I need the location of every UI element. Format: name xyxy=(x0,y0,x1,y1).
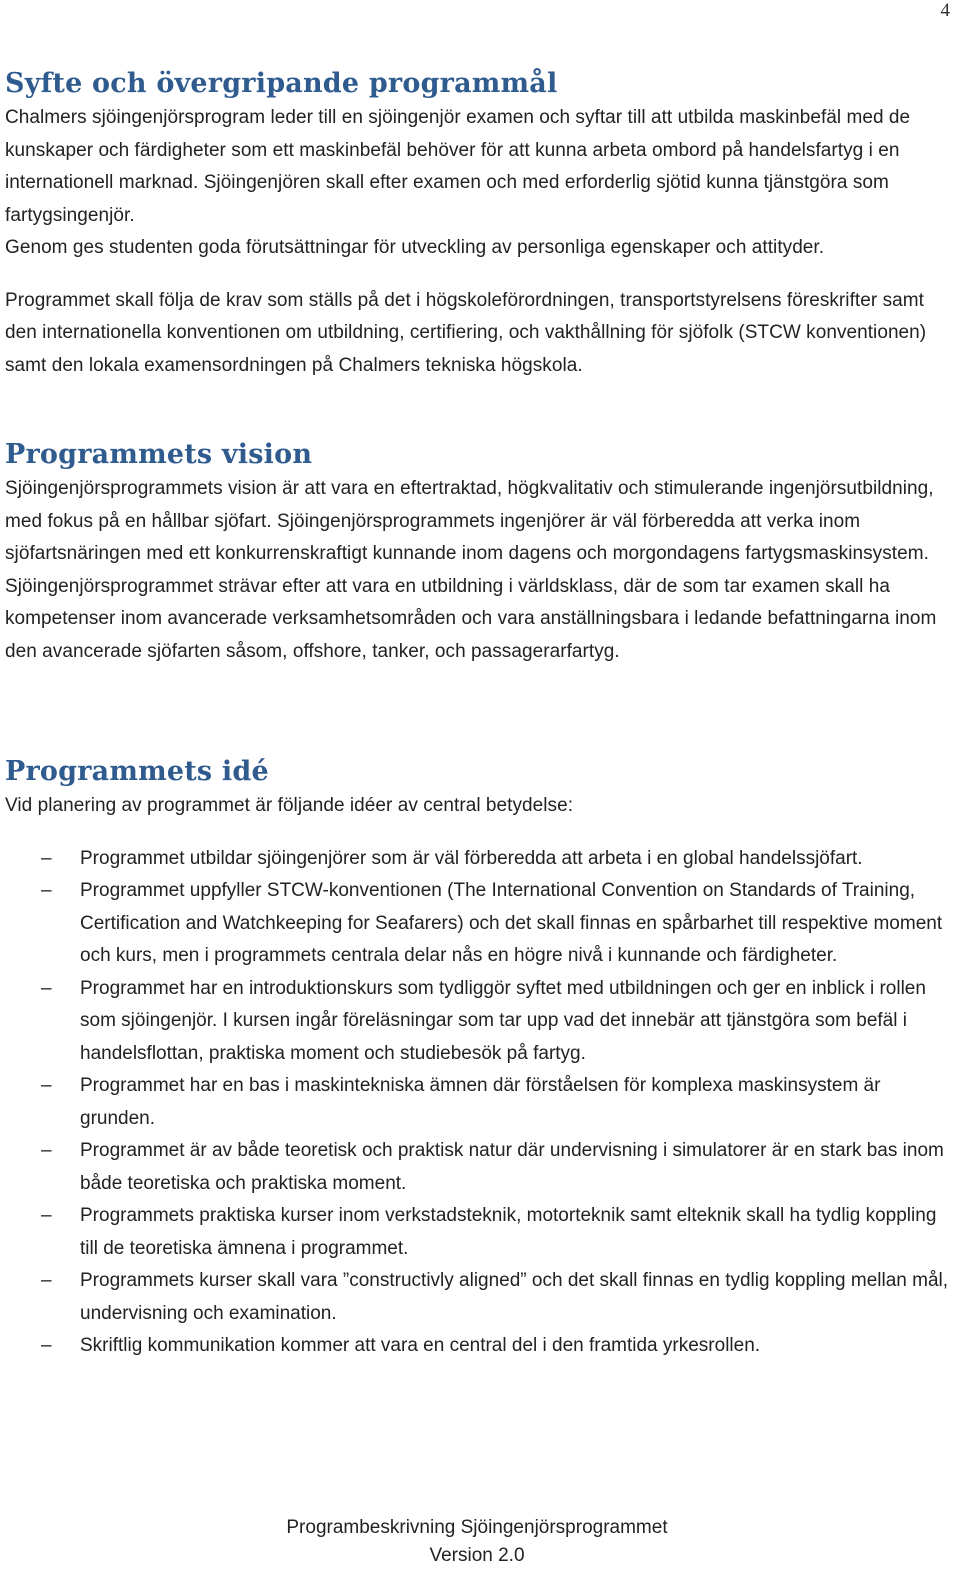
list-item xyxy=(5,1265,950,1330)
document-body xyxy=(5,66,953,1363)
dash-bullet-icon: – xyxy=(41,1205,52,1226)
dash-bullet-icon: – xyxy=(41,1140,52,1161)
list-item-text: Programmet är av både teoretisk och praktisk natur där undervisning i simulatorer är en stark bas inom både teoretiska och praktiska moment. xyxy=(80,1140,944,1194)
section-ide xyxy=(5,754,953,1363)
heading-syfte: Syfte och övergripande programmål xyxy=(5,68,558,99)
list-item-text: Programmet har en bas i maskintekniska ämnen där förståelsen för komplexa maskinsystem är grunden. xyxy=(80,1075,881,1129)
list-item xyxy=(5,1330,950,1363)
list-item-text: Programmets kurser skall vara ”constructivly aligned” och det skall finnas en tydlig koppling mellan mål, undervisning och examination. xyxy=(80,1270,949,1324)
list-item xyxy=(5,843,950,876)
dash-bullet-icon: – xyxy=(41,977,52,999)
heading-vision: Programmets vision xyxy=(5,439,313,470)
syfte-paragraph-2: Genom ges studenten goda förutsättningar för utveckling av personliga egenskaper och attityder. xyxy=(5,237,825,258)
dash-bullet-icon: – xyxy=(41,1270,52,1291)
ide-list xyxy=(5,843,953,1363)
dash-bullet-icon: – xyxy=(41,880,52,901)
syfte-paragraph-1: Chalmers sjöingenjörsprogram leder till en sjöingenjör examen och syftar till att utbilda maskinbefäl med de kunskaper och färdigheter som ett maskinbefäl behöver för att kunna arbeta ombord på handelsfartyg i en internationell marknad. Sjöingenjören skall efter examen och med erforderlig sjötid kunna tjänstgöra som fartygsingenjör. xyxy=(5,107,911,226)
footer-title: Programbeskrivning Sjöingenjörsprogrammet xyxy=(286,1517,668,1538)
section-vision xyxy=(5,437,953,668)
list-item-text: Skriftlig kommunikation kommer att vara en central del i den framtida yrkesrollen. xyxy=(80,1335,761,1356)
list-item-text: Programmet utbildar sjöingenjörer som är väl förberedda att arbeta i en global handelssjöfart. xyxy=(80,847,863,869)
dash-bullet-icon: – xyxy=(41,1335,52,1356)
syfte-paragraph-3: Programmet skall följa de krav som ställs på det i högskoleförordningen, transportstyrelsens föreskrifter samt den internationella konventionen om utbildning, certifiering, och vakthållning för sjöfolk (STCW konventionen) samt den lokala examensordningen på Chalmers tekniska högskola. xyxy=(5,289,927,376)
list-item-text: Programmet uppfyller STCW-konventionen (The International Convention on Standards of Training, Certification and Watchkeeping for Seafarers) och det skall finnas en spårbarhet till respektive moment och kurs, men i programmets centrala delar nås en högre nivå i kunnande och färdigheter. xyxy=(80,880,943,966)
ide-intro: Vid planering av programmet är följande idéer av central betydelse: xyxy=(5,795,574,816)
dash-bullet-icon: – xyxy=(41,1075,52,1096)
vision-paragraph-1: Sjöingenjörsprogrammets vision är att vara en eftertraktad, högkvalitativ och stimulerande ingenjörsutbildning, med fokus på en hållbar sjöfart. Sjöingenjörsprogrammets ingenjörer är väl förberedda att verka inom sjöfartsnäringen med ett konkurrenskraftigt kunnande inom dagens och morgondagens fartygsmaskinsystem. Sjöingenjörsprogrammet strävar efter att vara en utbildning i världsklass, där de som tar examen skall ha kompetenser inom avancerade verksamhetsområden och vara anställningsbara i ledande befattningarna inom den avancerade sjöfarten såsom, offshore, tanker, och passagerarfartyg. xyxy=(5,478,937,662)
list-item xyxy=(5,1070,950,1135)
list-item-text: Programmet har en introduktionskurs som tydliggör syftet med utbildningen och ger en inblick i rollen som sjöingenjör. I kursen ingår föreläsningar som tar upp vad det innebär att tjänstgöra som befäl i handelsflottan, praktiska moment och studiebesök på fartyg. xyxy=(80,977,926,1064)
footer-version: Version 2.0 xyxy=(429,1545,525,1566)
list-item xyxy=(5,973,950,1071)
page-number: 4 xyxy=(940,0,950,21)
list-item xyxy=(5,1200,950,1265)
page-footer xyxy=(0,1514,954,1570)
list-item xyxy=(5,875,950,973)
heading-ide: Programmets idé xyxy=(5,756,269,787)
list-item-text: Programmets praktiska kurser inom verkstadsteknik, motorteknik samt elteknik skall ha tydlig koppling till de teoretiska ämnena i programmet. xyxy=(80,1205,937,1259)
dash-bullet-icon: – xyxy=(41,847,52,869)
list-item xyxy=(5,1135,950,1200)
section-syfte xyxy=(5,66,953,382)
